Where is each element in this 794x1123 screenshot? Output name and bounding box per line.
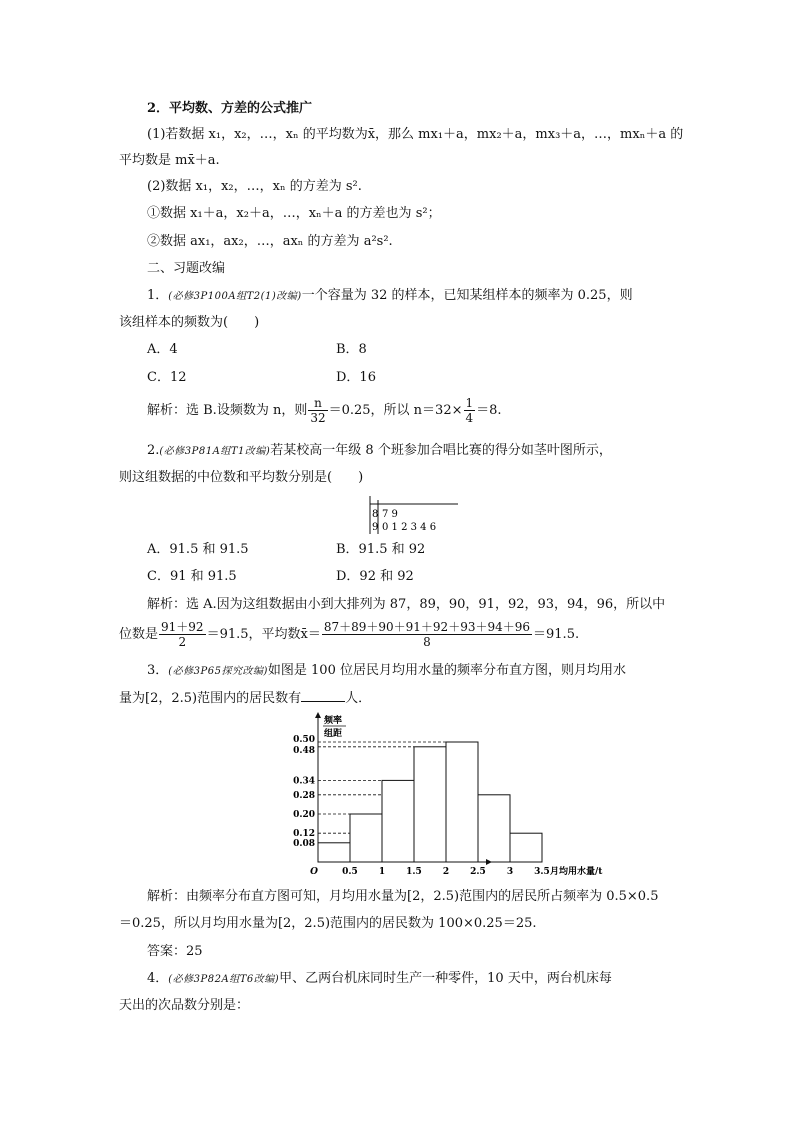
formula-line-5: ②数据 ax₁，ax₂，…，axₙ 的方差为 a²s².: [147, 234, 393, 249]
q2-number: 2.: [147, 443, 160, 458]
q1-fraction-n-32: [308, 396, 327, 425]
histogram-bar: [510, 833, 542, 862]
q3-solution-1: 解析：由频率分布直方图可知，月均用水量为[2，2.5)范围内的居民所占频率为 0.5×0.5: [147, 889, 659, 904]
q2-source-tag: (必修3P81A组T1改编): [159, 446, 271, 457]
q3-answer: 答案：25: [147, 944, 203, 959]
frequency-histogram: [282, 712, 603, 882]
q1-solution-mid: ＝0.25，所以 n＝32×: [328, 403, 463, 418]
y-tick-label: 0.20: [293, 810, 315, 820]
frac-numerator: 1: [465, 396, 474, 410]
x-tick-label: 1.5: [406, 867, 422, 877]
q1-text-1: 一个容量为 32 的样本，已知某组样本的频率为 0.25，则: [301, 288, 633, 303]
q1-option-b: B．8: [336, 342, 367, 357]
frac-denominator: 8: [423, 635, 431, 649]
frac-denominator: 2: [178, 635, 187, 649]
q2-solution-1: 解析：选 A.因为这组数据由小到大排列为 87，89，90，91，92，93，94，96，所以中: [147, 597, 666, 612]
q2-text-1: 若某校高一年级 8 个班参加合唱比赛的得分如茎叶图所示，: [270, 443, 612, 458]
x-tick-label: 3.5: [534, 867, 550, 877]
q3-text-2-pre: 量为[2，2.5)范围内的居民数有: [119, 691, 302, 706]
y-tick-label: 0.48: [293, 745, 315, 756]
y-tick-label: 0.34: [293, 776, 315, 787]
q1-number: 1．: [147, 288, 169, 303]
origin-label: O: [310, 867, 318, 877]
q2-solution-2: [119, 619, 579, 651]
q1-line-1: [147, 287, 633, 306]
q2-line-1: [147, 442, 612, 461]
y-tick-label: 0.12: [293, 829, 315, 840]
x-tick-label: 2.5: [470, 867, 486, 877]
q3-line-1: [147, 662, 626, 681]
q2-sol-pre: 位数是: [119, 627, 159, 642]
frac-numerator: n: [308, 396, 327, 411]
formula-line-1: (1)若数据 x₁，x₂，…，xₙ 的平均数为x̄，那么 mx₁＋a，mx₂＋a，mx₃＋a，…，mxₙ＋a 的: [147, 127, 684, 142]
frac-denominator: 4: [465, 411, 474, 425]
y-axis-label-top: 频率: [324, 716, 343, 726]
q2-mean-fraction: [322, 620, 532, 649]
y-axis-arrow: [315, 712, 321, 718]
frac-denominator: 32: [310, 411, 326, 425]
q4-line-1: [147, 970, 612, 989]
histogram-bar: [350, 814, 382, 862]
stem-value-8: 8: [372, 509, 379, 520]
q3-number: 3．: [147, 663, 169, 678]
q4-number: 4．: [147, 971, 169, 986]
histogram-bar: [414, 747, 446, 862]
q1-option-c: C．12: [147, 370, 187, 385]
q3-source-tag: (必修3P65探究改编): [168, 666, 268, 677]
histogram-bar: [478, 795, 510, 862]
x-axis-label: 月均用水量/t: [550, 867, 603, 877]
q1-fraction-1-4: [464, 396, 476, 425]
stem-value-9: 9: [372, 522, 379, 533]
q3-text-1: 如图是 100 位居民月均用水量的频率分布直方图，则月均用水: [267, 663, 626, 678]
formula-line-3: (2)数据 x₁，x₂，…，xₙ 的方差为 s².: [147, 179, 362, 194]
q2-option-d: D．92 和 92: [336, 569, 414, 584]
q1-line-2: 该组样本的频数为( ): [119, 315, 260, 330]
stem-leaf-plot: [360, 496, 470, 536]
x-tick-label: 1: [378, 867, 386, 877]
q1-solution: [147, 396, 502, 426]
q2-sol-end: ＝91.5.: [533, 627, 580, 642]
q1-option-a: A．4: [147, 342, 178, 357]
leaf-row-8: 7 9: [382, 509, 398, 520]
q1-option-d: D．16: [336, 370, 376, 385]
q3-solution-2: ＝0.25，所以月均用水量为[2，2.5)范围内的居民数为 100×0.25＝25.: [119, 916, 537, 931]
frac-numerator: 91＋92: [161, 620, 204, 634]
q2-sol-mid: ＝91.5，平均数x̄＝: [206, 627, 321, 642]
x-tick-label: 3: [506, 867, 514, 877]
histogram-bar: [446, 742, 478, 862]
q3-text-2-post: 人．: [345, 691, 372, 706]
formula-line-4: ①数据 x₁＋a，x₂＋a，…，xₙ＋a 的方差也为 s²；: [147, 206, 441, 221]
section-title: 2．平均数、方差的公式推广: [147, 101, 313, 116]
histogram-bar: [318, 843, 350, 862]
q2-option-b: B．91.5 和 92: [336, 542, 426, 557]
y-tick-label: 0.50: [293, 735, 315, 745]
q2-median-fraction: [159, 620, 206, 649]
q3-line-2: [119, 689, 371, 708]
leaf-row-9: 0 1 2 3 4 6: [382, 522, 437, 533]
q1-solution-end: ＝8.: [476, 403, 502, 418]
frac-numerator: 87＋89＋90＋91＋92＋93＋94＋96: [323, 620, 531, 634]
y-tick-label: 0.08: [293, 838, 315, 849]
q4-text-1: 甲、乙两台机床同时生产一种零件，10 天中，两台机床每: [279, 971, 612, 986]
y-tick-label: 0.28: [293, 790, 315, 801]
q4-source-tag: (必修3P82A组T6改编): [168, 974, 280, 985]
q4-line-2: 天出的次品数分别是：: [119, 998, 250, 1013]
x-tick-label: 0.5: [342, 867, 358, 877]
answer-blank: [301, 689, 345, 702]
q1-source-tag: (必修3P100A组T2(1)改编): [168, 291, 302, 302]
q2-option-c: C．91 和 91.5: [147, 569, 237, 584]
formula-line-2: 平均数是 mx̄＋a.: [119, 153, 220, 168]
q1-solution-pre: 解析：选 B.设频数为 n，则: [147, 403, 308, 418]
section-heading: 二、习题改编: [147, 261, 226, 276]
q2-option-a: A．91.5 和 91.5: [147, 542, 249, 557]
q2-line-2: 则这组数据的中位数和平均数分别是( ): [119, 470, 364, 485]
y-axis-label-bottom: 组距: [324, 729, 343, 739]
histogram-bar: [382, 780, 414, 862]
x-tick-label: 2: [442, 867, 450, 877]
